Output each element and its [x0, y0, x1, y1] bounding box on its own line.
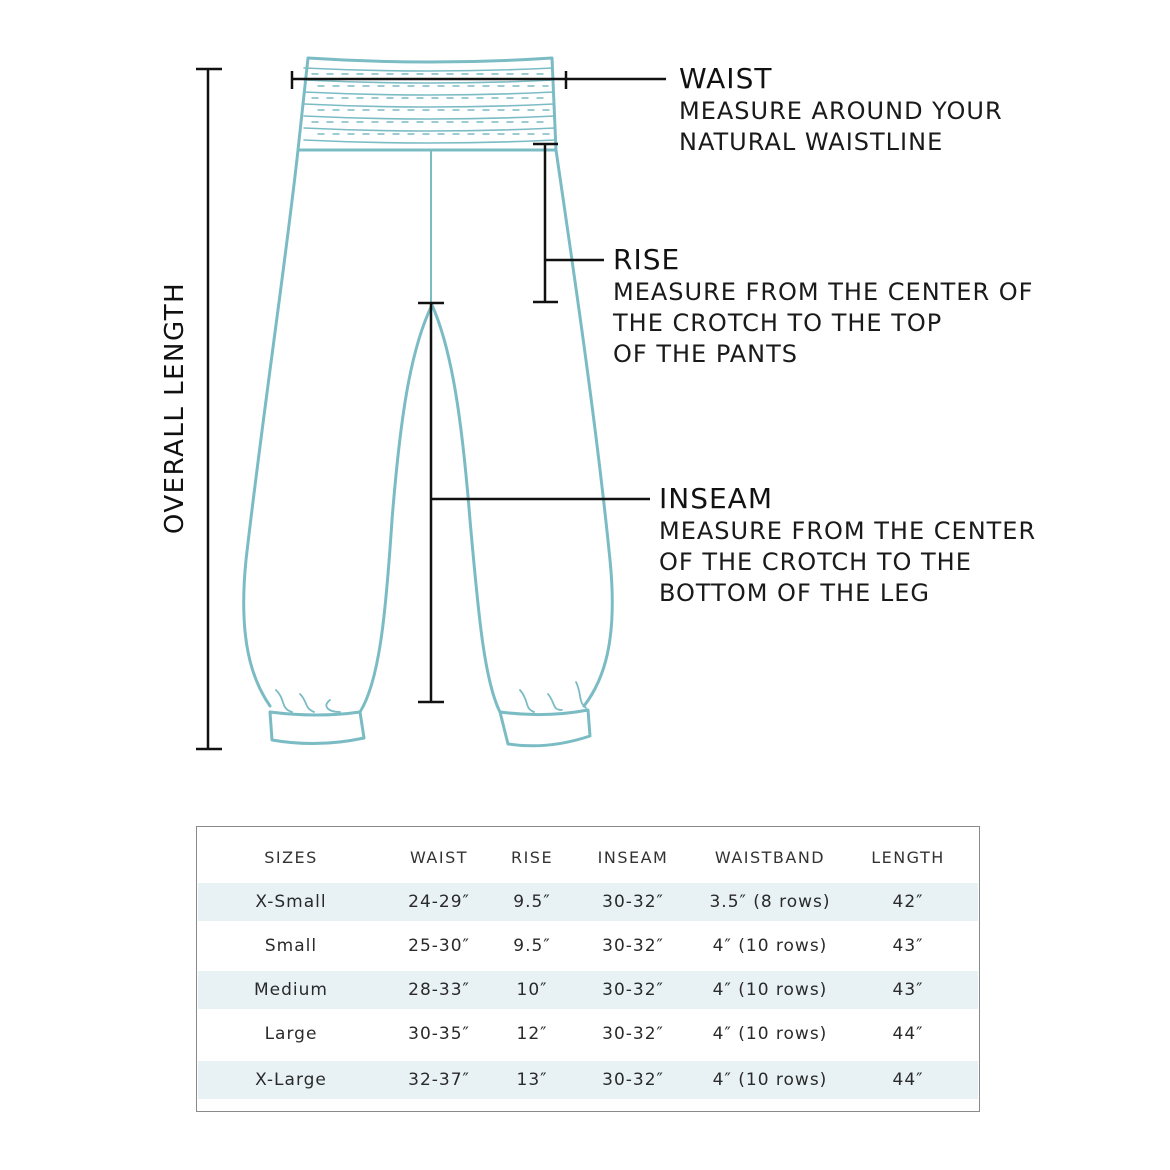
cell-rise: 13″ [516, 1070, 548, 1090]
size-chart-table [196, 826, 980, 1112]
cell-waist: 25-30″ [408, 936, 470, 956]
rise-desc-line: THE CROTCH TO THE TOP [613, 309, 943, 337]
overall-length-label: OVERALL LENGTH [160, 281, 190, 535]
waist-desc-line: NATURAL WAISTLINE [679, 128, 944, 156]
left-leg [244, 150, 298, 706]
table-row [198, 1015, 978, 1053]
cell-size: Large [264, 1024, 318, 1044]
cell-inseam: 30-32″ [602, 936, 664, 956]
inseam-desc-line: OF THE CROTCH TO THE [659, 548, 972, 576]
header-waist: WAIST [409, 848, 469, 867]
table-row [198, 1061, 978, 1099]
waist-desc-line: MEASURE AROUND YOUR [679, 97, 1003, 125]
header-rise: RISE [510, 848, 554, 867]
cell-size: Small [264, 936, 318, 956]
cell-size: X-Small [255, 892, 327, 912]
rise-desc-line: MEASURE FROM THE CENTER OF [613, 278, 1034, 306]
cell-length: 44″ [892, 1070, 924, 1090]
cell-waistband: 3.5″ (8 rows) [709, 892, 831, 912]
cell-waist: 32-37″ [408, 1070, 470, 1090]
header-sizes: SIZES [264, 848, 318, 867]
waistband [298, 58, 556, 150]
cell-waist: 24-29″ [408, 892, 470, 912]
cell-inseam: 30-32″ [602, 1024, 664, 1044]
table-row [198, 883, 978, 921]
table-header-row [198, 839, 978, 877]
cell-length: 44″ [892, 1024, 924, 1044]
inseam-desc-line: MEASURE FROM THE CENTER [659, 517, 1037, 545]
cell-length: 42″ [892, 892, 924, 912]
inner-right-leg [432, 305, 500, 712]
inseam-desc-line: BOTTOM OF THE LEG [659, 579, 931, 607]
rise-desc-line: OF THE PANTS [613, 340, 799, 368]
cell-rise: 12″ [516, 1024, 548, 1044]
cell-waistband: 4″ (10 rows) [712, 980, 828, 1000]
cell-waistband: 4″ (10 rows) [712, 936, 828, 956]
cell-inseam: 30-32″ [602, 980, 664, 1000]
rise-title: RISE [613, 243, 681, 276]
cell-inseam: 30-32″ [602, 892, 664, 912]
cell-rise: 9.5″ [513, 936, 551, 956]
pants-outline [244, 58, 613, 746]
inseam-title: INSEAM [659, 482, 773, 515]
waist-title: WAIST [679, 62, 773, 95]
table-row [198, 927, 978, 965]
waist-callout [679, 62, 1003, 158]
cell-waistband: 4″ (10 rows) [712, 1024, 828, 1044]
cell-rise: 9.5″ [513, 892, 551, 912]
left-cuff [270, 712, 364, 744]
cell-waist: 28-33″ [408, 980, 470, 1000]
cell-waist: 30-35″ [408, 1024, 470, 1044]
inseam-callout [659, 482, 1036, 609]
right-cuff [500, 710, 590, 746]
table-row [198, 971, 978, 1009]
cell-size: Medium [254, 980, 328, 1000]
cell-waistband: 4″ (10 rows) [712, 1070, 828, 1090]
rise-callout [613, 243, 1033, 370]
cell-rise: 10″ [516, 980, 548, 1000]
cell-length: 43″ [892, 936, 924, 956]
right-leg [556, 150, 612, 706]
inner-left-leg [360, 305, 432, 712]
cell-length: 43″ [892, 980, 924, 1000]
header-inseam: INSEAM [597, 848, 669, 867]
header-length: LENGTH [871, 848, 945, 867]
cell-inseam: 30-32″ [602, 1070, 664, 1090]
header-waistband: WAISTBAND [714, 848, 826, 867]
cell-size: X-Large [255, 1070, 327, 1090]
